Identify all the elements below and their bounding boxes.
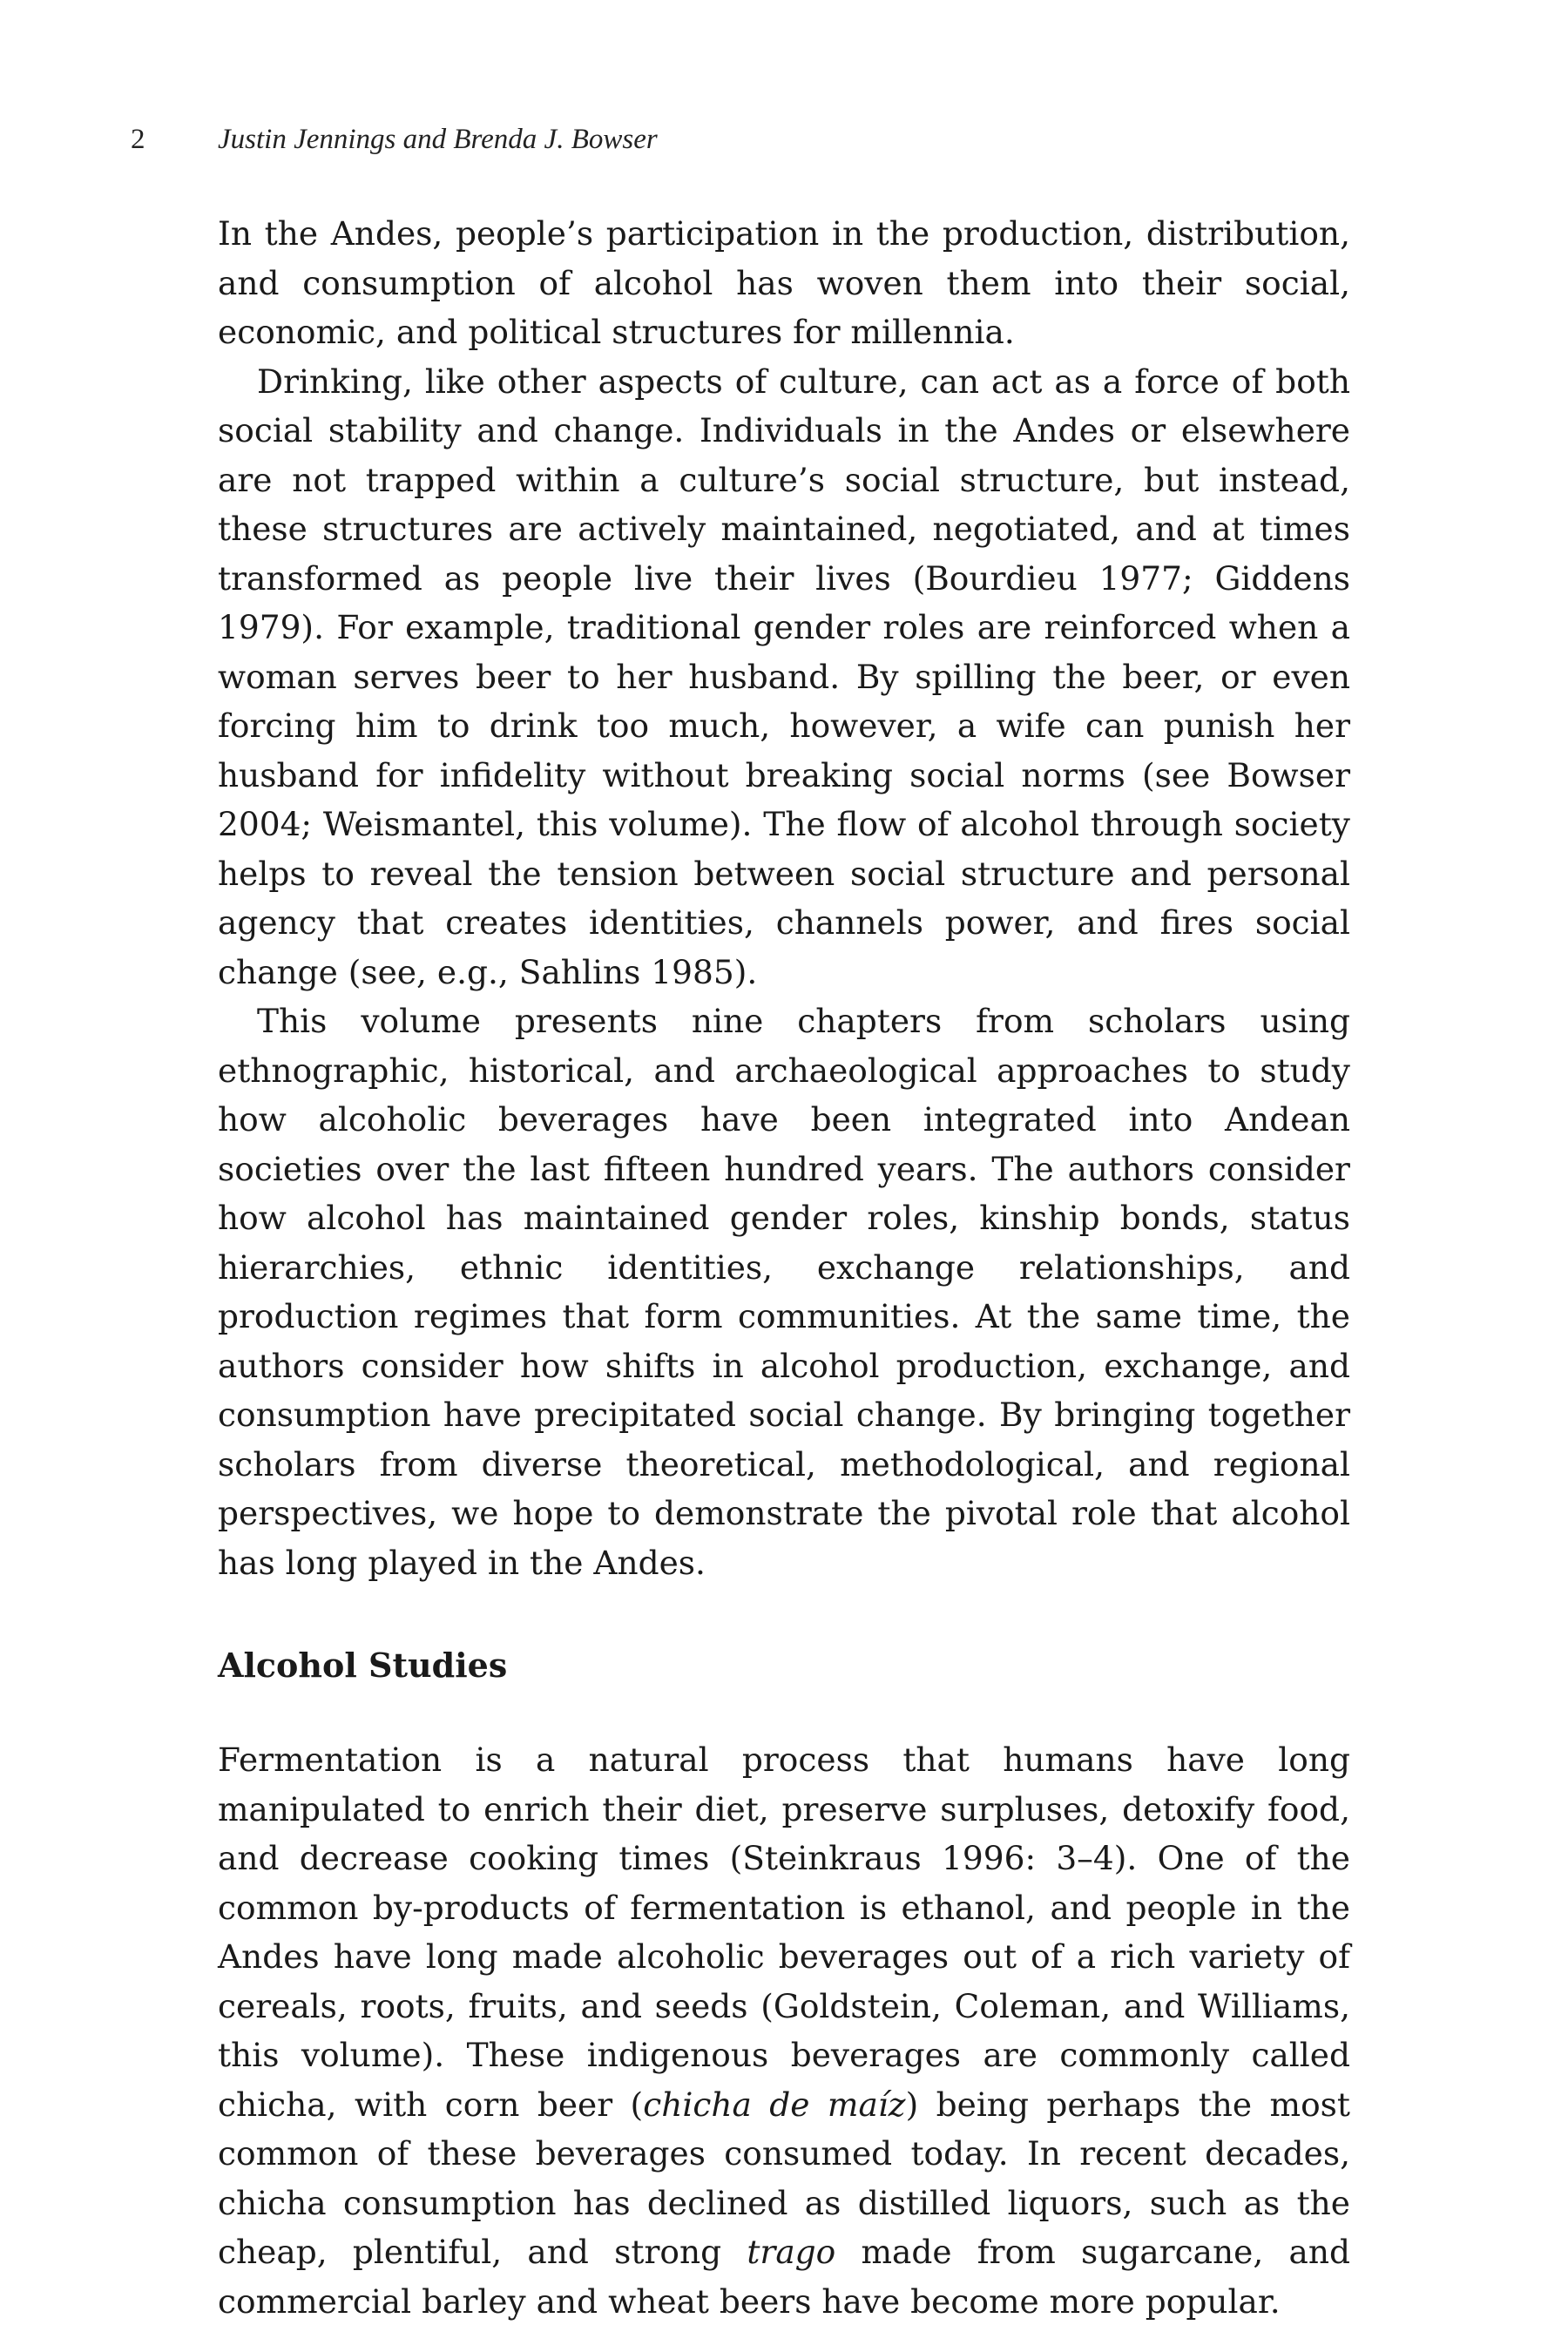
running-head-authors: Justin Jennings and Brenda J. Bowser (218, 124, 658, 155)
running-head (131, 124, 658, 156)
section-heading: Alcohol Studies (218, 1646, 508, 1685)
section-paragraph-part-1: Fermentation is a natural process that humans have long manipulated to enrich their diet, preserve surpluses, detoxify food, and decrease cooking times (Steinkraus 1996: 3–4). One of the common by-products of fermentation is ethanol, and people in the Andes have long made alcoholic beverages out of a rich variety of cereals, roots, fruits, and seeds (Goldstein, Coleman, and Williams, this volume). These indigenous beverages are commonly called chicha, with corn beer ( (218, 1740, 1350, 2124)
section-paragraph-part-3: made from sugarcane, and commercial barley and wheat beers have become more popular. (218, 2233, 1350, 2321)
section-paragraph-italic-1: chicha de maíz (643, 2085, 906, 2124)
section-paragraph-part-2: ) being perhaps the most common of these beverages consumed today. In recent decades, chicha consumption has declined as distilled liquors, such as the cheap, plentiful, and strong (218, 2085, 1350, 2271)
paragraph-2: Drinking, like other aspects of culture, can act as a force of both social stability and change. Individuals in the Andes or elsewhere are not trapped within a culture’s social structure, but instead, these structures are actively maintained, negotiated, and at times transformed as people live their lives (Bourdieu 1977; Giddens 1979). For example, traditional gender roles are reinforced when a woman serves beer to her husband. By spilling the beer, or even forcing him to drink too much, however, a wife can punish her husband for infidelity without breaking social norms (see Bowser 2004; Weismantel, this volume). The flow of alcohol through society helps to reveal the tension between social structure and personal agency that creates identities, channels power, and fires social change (see, e.g., Sahlins 1985). (218, 362, 1350, 991)
body-text (218, 209, 1350, 2326)
section-paragraph (218, 1735, 1350, 2326)
paragraph-3: This volume presents nine chapters from scholars using ethnographic, historical, and archaeological approaches to study how alcoholic beverages have been integrated into Andean societies over the last fifteen hundred years. The authors consider how alcohol has maintained gender roles, kinship bonds, status hierarchies, ethnic identities, exchange relationships, and production regimes that form communities. At the same time, the authors consider how shifts in alcohol production, exchange, and consumption have precipitated social change. By bringing together scholars from diverse theoretical, methodological, and regional perspectives, we hope to demonstrate the pivotal role that alcohol has long played in the Andes. (218, 1002, 1350, 1582)
section-paragraph-italic-2: trago (747, 2233, 836, 2271)
page-number: 2 (131, 124, 145, 155)
paragraph-1: In the Andes, people’s participation in the production, distribution, and consumption of alcohol has woven them into their social, economic, and political structures for millennia. (218, 214, 1350, 351)
